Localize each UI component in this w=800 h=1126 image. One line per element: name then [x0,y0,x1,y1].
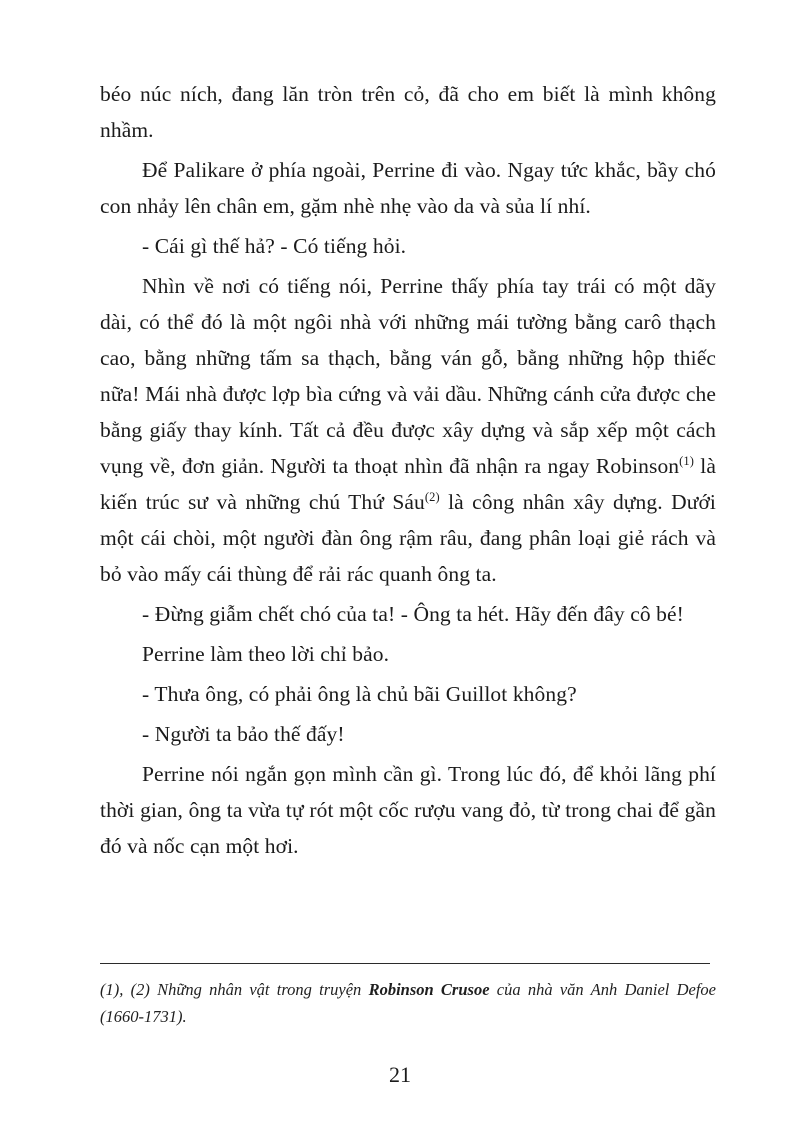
footnote-segment: của nhà văn Anh Daniel Defoe (1660-1731). [100,980,717,1026]
paragraph [100,228,716,264]
text-segment: là kiến trúc sư và những chú Thứ Sáu [100,454,716,514]
page-text [100,76,716,868]
text-segment: - Người ta bảo thế đấy! [142,722,345,746]
footnote-ref-marker: (2) [424,489,440,504]
text-segment: béo núc ních, đang lăn tròn trên cỏ, đã cho em biết là mình không nhầm. [100,82,716,142]
text-segment: - Thưa ông, có phải ông là chủ bãi Guillot không? [142,682,577,706]
text-segment: Perrine làm theo lời chỉ bảo. [142,642,390,666]
paragraph [100,676,716,712]
footnote-text [100,976,716,1030]
page-number: 21 [389,1062,411,1087]
paragraph [100,716,716,752]
paragraph [100,756,716,864]
text-segment: Để Palikare ở phía ngoài, Perrine đi vào. Ngay tức khắc, bầy chó con nhảy lên chân em, gặm nhè nhẹ vào da và sủa lí nhí. [100,158,716,218]
paragraph [100,76,716,148]
text-segment: - Đừng giẫm chết chó của ta! - Ông ta hét. Hãy đến đây cô bé! [142,602,684,626]
footnote-segment: Robinson Crusoe [368,980,490,999]
text-segment: là công nhân xây dựng. Dưới một cái chòi, một người đàn ông rậm râu, đang phân loại giẻ rách và bỏ vào mấy cái thùng để rải rác quanh ông ta. [100,490,716,586]
text-segment: Nhìn về nơi có tiếng nói, Perrine thấy phía tay trái có một dãy dài, có thể đó là một ngôi nhà với những mái tường bằng carô thạch cao, bằng những tấm sa thạch, bằng ván gỗ, bằng những hộp thiếc nữa! Mái nhà được lợp bìa cứng và vải dầu. Những cánh cửa được che bằng giấy thay kính. Tất cả đều được xây dựng và sắp xếp một cách vụng về, đơn giản. Người ta thoạt nhìn đã nhận ra ngay Robinson [100,274,716,478]
text-segment: - Cái gì thế hả? - Có tiếng hỏi. [142,234,407,258]
text-segment: Perrine nói ngắn gọn mình cần gì. Trong lúc đó, để khỏi lãng phí thời gian, ông ta vừa tự rót một cốc rượu vang đỏ, từ trong chai để gần đó và nốc cạn một hơi. [100,762,716,858]
paragraph [100,152,716,224]
paragraph [100,596,716,632]
footnote-ref-marker: (1) [679,453,695,468]
paragraph [100,268,716,592]
footnote-segment: (1), (2) Những nhân vật trong truyện [100,980,369,999]
paragraph [100,636,716,672]
footnote-separator [100,963,710,964]
